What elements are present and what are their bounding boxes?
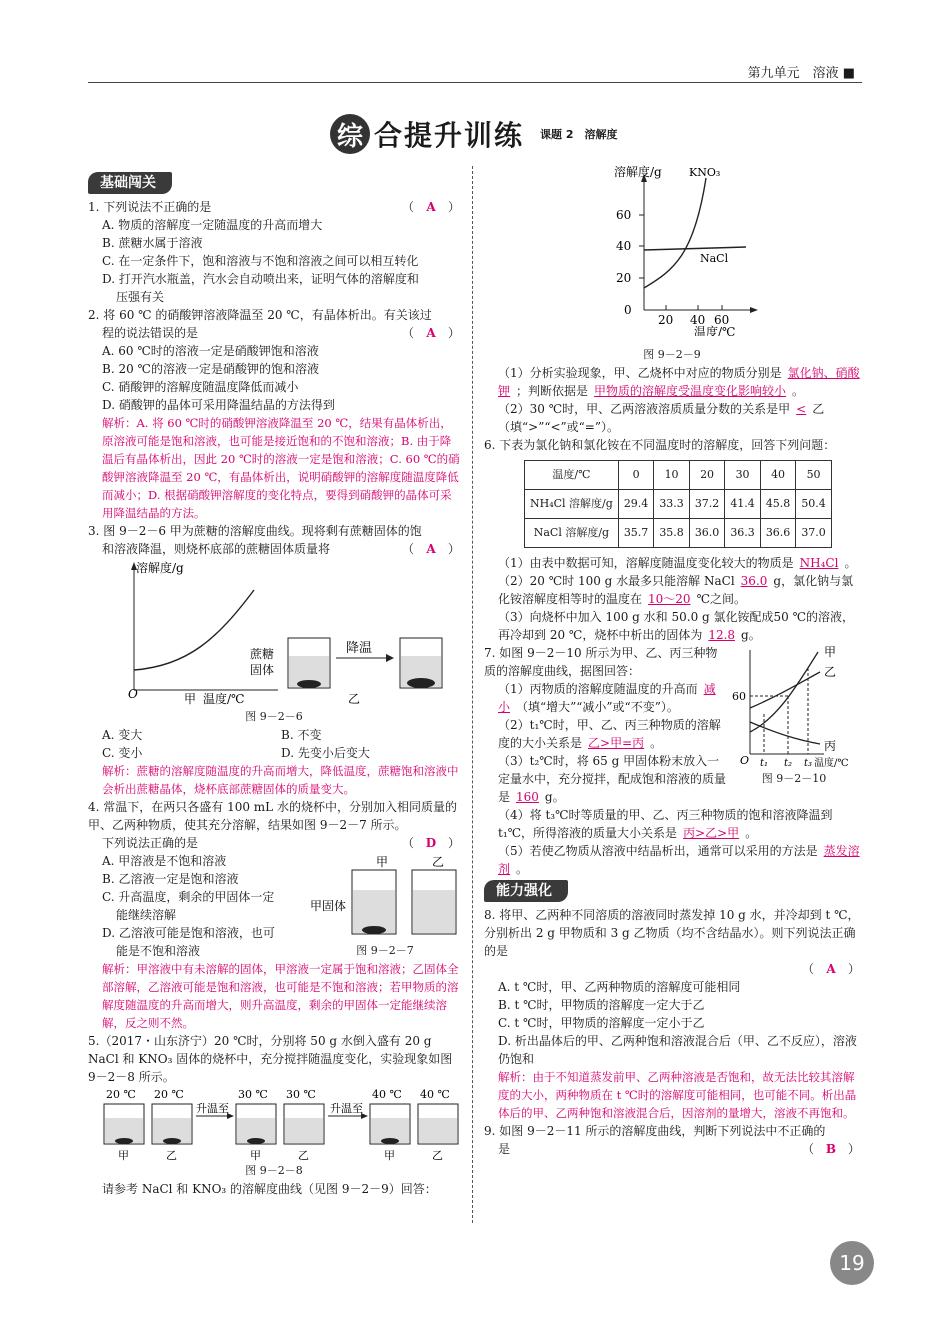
q1-option-d-cont: 压强有关 bbox=[116, 290, 165, 304]
svg-text:60: 60 bbox=[616, 208, 632, 222]
svg-text:温度/℃: 温度/℃ bbox=[814, 758, 849, 769]
q1-option-d: D. 打开汽水瓶盖，汽水会自动喷出来，证明气体的溶解度和 bbox=[102, 272, 419, 286]
fig926-ylabel: 溶解度/g bbox=[136, 561, 184, 575]
q1-option-c: C. 在一定条件下，饱和溶液与不饱和溶液之间可以相互转化 bbox=[102, 254, 419, 268]
q3-option-c: C. 变小 bbox=[102, 746, 143, 760]
fig926-right-label: 乙 bbox=[348, 692, 361, 706]
q5-fill-2: 甲物质的溶解度受温度变化影响较小 bbox=[594, 384, 787, 398]
svg-text:丙: 丙 bbox=[824, 739, 837, 753]
q4-answer: （ D ） bbox=[401, 836, 460, 850]
svg-text:升温至: 升温至 bbox=[330, 1102, 363, 1115]
q4-option-c-cont: 能继续溶解 bbox=[116, 908, 177, 922]
section-title bbox=[330, 112, 618, 156]
fig926-origin: O bbox=[128, 687, 138, 701]
fig927-b: 乙 bbox=[432, 855, 445, 869]
jia-solid bbox=[362, 926, 386, 934]
question-3 bbox=[88, 522, 460, 798]
svg-text:60: 60 bbox=[714, 313, 730, 327]
svg-text:甲: 甲 bbox=[384, 1149, 395, 1162]
q3-option-b: B. 不变 bbox=[281, 728, 322, 742]
question-8 bbox=[484, 906, 860, 1122]
q2-answer: （ A ） bbox=[401, 326, 460, 340]
fig926-left-label: 甲 bbox=[184, 692, 197, 706]
q8-option-a: A. t ℃时，甲、乙两种物质的溶解度可能相同 bbox=[498, 980, 741, 994]
question-6: 6. 下表为氯化钠和氯化铵在不同温度时的溶解度，回答下列问题： 温度/℃ 0 10 20 30 40 50 NH₄Cl 溶解度/g 29.4 33.3 37.2 41.4 45.8 50.4 NaCl 溶解度/g 35.7 35.8 36.0 36.3 36.6 37.0 （1）由表中数据可知，溶解度随温度变化较大的物质是 NH₄Cl 。 （2）20 ℃时 100 g 水最多只能溶解 NaCl 36.0 g，氯化钠与氯化铵溶解度相等时的温度在 10～20 ℃之间。 （3）向烧杯中加入 100 g 水和 50.0 g 氯化铵配成50 ℃的溶液，再冷却到 20 ℃，烧杯中析出的固体为 12.8 g。 bbox=[484, 436, 860, 644]
title-main: 合提升训练 bbox=[374, 119, 525, 152]
q8-stem: 8. 将甲、乙两种不同溶质的溶液同时蒸发掉 10 g 水，并冷却到 t ℃，分别析出 2 g 甲物质和 3 g 乙物质（均不含结晶水）。则下列说法正确的是 bbox=[484, 908, 860, 958]
svg-text:40 ℃: 40 ℃ bbox=[372, 1088, 402, 1101]
fig928-caption: 图 9－2－8 bbox=[245, 1164, 303, 1177]
q4-option-c: C. 升高温度，剩余的甲固体一定 bbox=[102, 890, 275, 904]
sugar-solid-b bbox=[407, 678, 435, 688]
q2-option-a: A. 60 ℃时的溶液一定是硝酸钾饱和溶液 bbox=[102, 344, 319, 358]
fig9210-caption: 图 9－2－10 bbox=[761, 772, 827, 785]
svg-text:乙: 乙 bbox=[298, 1149, 309, 1162]
q3-stem: 3. 图 9－2－6 甲为蔗糖的溶解度曲线。现将剩有蔗糖固体的饱 bbox=[88, 524, 422, 538]
section-tag-ability: 能力强化 bbox=[484, 880, 568, 902]
unit-header: 第九单元 溶液 ■ bbox=[747, 66, 855, 81]
fig929-kno3-label: KNO₃ bbox=[689, 166, 721, 179]
q8-option-d: D. 析出晶体后的甲、乙两种饱和溶液混合后（甲、乙不反应），溶液仍饱和 bbox=[498, 1034, 857, 1066]
svg-text:60: 60 bbox=[732, 690, 746, 703]
svg-text:乙: 乙 bbox=[824, 665, 837, 679]
svg-text:升温至: 升温至 bbox=[196, 1102, 229, 1115]
svg-text:甲: 甲 bbox=[824, 645, 837, 659]
figure-9-2-9 bbox=[484, 160, 860, 336]
fig926-caption: 图 9－2－6 bbox=[245, 710, 303, 723]
q4-option-d-cont: 能是不饱和溶液 bbox=[116, 944, 201, 958]
svg-text:30 ℃: 30 ℃ bbox=[238, 1088, 268, 1101]
q2-explanation: 解析：A. 将 60 ℃时的硝酸钾溶液降温至 20 ℃，结果有晶体析出，原溶液可能是饱和溶液，也可能是接近饱和的不饱和溶液；B. 由于降温后有晶体析出，因此 20 ℃时的溶液一定是饱和溶液；C. 60 ℃的硝酸钾溶液降温至 20 ℃，有晶体析出，说明硝酸钾的溶解度随温度降低而减小；D. 根据硝酸钾溶解度的变化特点，要得到硝酸钾的晶体可采用降温结晶的方法。 bbox=[102, 416, 460, 520]
q3-option-d: D. 先变小后变大 bbox=[281, 746, 370, 760]
fig927-solid: 甲固体 bbox=[310, 899, 347, 913]
kno3-curve bbox=[644, 178, 706, 288]
q1-option-a: A. 物质的溶解度一定随温度的升高而增大 bbox=[102, 218, 323, 232]
svg-text:40 ℃: 40 ℃ bbox=[420, 1088, 450, 1101]
svg-text:0: 0 bbox=[624, 303, 632, 317]
svg-text:甲: 甲 bbox=[250, 1149, 261, 1162]
title-sub: 课题 2 溶解度 bbox=[540, 128, 618, 141]
figure-9-2-8 bbox=[88, 1086, 460, 1148]
fig929-ylabel: 溶解度/g bbox=[614, 165, 662, 179]
q4-option-b: B. 乙溶液一定是饱和溶液 bbox=[102, 872, 239, 886]
sugar-solid-a bbox=[297, 680, 321, 688]
svg-text:t₁: t₁ bbox=[760, 758, 769, 769]
solubility-table: 温度/℃ 0 10 20 30 40 50 NH₄Cl 溶解度/g 29.4 33.3 37.2 41.4 45.8 50.4 NaCl 溶解度/g 35.7 35.8 36.0 36.3 36.6 37.0 bbox=[524, 460, 832, 548]
title-badge: 综 bbox=[330, 114, 370, 154]
right-column: 溶解度/g KNO₃ NaCl 60 40 20 0 20 40 60 温度/℃ 图 9－2－9 （1）分析实验现象，甲、乙烧杯中对应的物质分别是 氯化钠、硝酸钾 ；判断依据是 甲物质的溶解度受温度变化影响较小 。 （2）30 ℃时，甲、乙两溶液溶质质量分数的关系是甲 < 乙（填“>”“<”或“=”）。 6. 下表为氯化钠和氯化铵在不同温度时的溶解度，回答下列问题： 温度/℃ 0 10 20 30 40 50 NH₄Cl 溶解度/g 29.4 33.3 37.2 41.4 45.8 50.4 NaCl 溶解度/g 35.7 35.8 36.0 36.3 36.6 37.0 （1）由表中数据可知，溶解度随温度变化较大的物质是 NH₄Cl 。 （2）20 ℃时 100 g 水最多只能溶解 NaCl 36.0 g，氯化钠与氯化铵溶解度相等时的温度在 10～20 ℃之间。 （3）向烧杯中加入 100 g 水和 50.0 g 氯化铵配成50 ℃的溶液，再冷却到 20 ℃，烧杯中析出的固体为 12.8 g。 7. 如图 9－2－10 所示为甲、乙、丙三种物质的溶解度曲线，据图回答： （1）丙物质的溶解度随温度的升高而 减小 （填“增大”“减小”或“不变”）。 （2）t₁℃时，甲、乙、丙三种物质的溶解度的大小关系是 乙>甲=丙 。 （3）t₂℃时，将 65 g 甲固体粉末放入一定量水中，充分搅拌，配成饱和溶液的质量是 160 g。 甲 乙 丙 60 O t₁ t₂ t₃ 温度/℃ 图 9－2－10 （4）将 t₃℃时等质量的甲、乙、丙三种物质的饱和溶液降温到 t₁℃，所得溶液的质量大小关系是 丙>乙>甲 。 （5）若使乙物质从溶液中结晶析出，通常可以采用的方法是 蒸发溶剂 。 能力强化 8. 将甲、乙两种不同溶质的溶液同时蒸发掉 10 g 水，并冷却到 t ℃，分别析出 2 g 甲物质和 3 g 乙物质（均不含结晶水）。则下列说法正确的是 （ A ） A. t ℃时，甲、乙两种物质的溶解度可能相同 B. t ℃时，甲物质的溶解度一定大于乙 C. t ℃时，甲物质的溶解度一定小于乙 D. 析出晶体后的甲、乙两种饱和溶液混合后（甲、乙不反应），溶液仍饱和 解析：由于不知道蒸发前甲、乙两种溶液是否饱和，故无法比较其溶解度的大小，两种物质在 t ℃时的溶解度可能相同，也可能不同。析出晶体后的甲、乙两种饱和溶液混合后，因溶剂的量增大，溶液不再饱和。 9. 如图 9－2－11 所示的溶解度曲线，判断下列说法中不正确的 是 （ B ） bbox=[484, 160, 860, 1158]
fig926-arrow-label: 降温 bbox=[346, 641, 373, 656]
fig928-beaker-labels bbox=[88, 1148, 460, 1162]
q2-option-c: C. 硝酸钾的溶解度随温度降低而减小 bbox=[102, 380, 299, 394]
fig929-nacl-label: NaCl bbox=[700, 252, 729, 265]
question-2 bbox=[88, 306, 460, 522]
q3-stem-cont: 和溶液降温，则烧杯底部的蔗糖固体质量将 bbox=[102, 542, 331, 556]
q2-option-b: B. 20 ℃的溶液一定是硝酸钾的饱和溶液 bbox=[102, 362, 319, 376]
page-number: 19 bbox=[830, 1241, 874, 1285]
q2-option-d: D. 硝酸钾的晶体可采用降温结晶的方法得到 bbox=[102, 398, 335, 412]
svg-text:40: 40 bbox=[690, 313, 706, 327]
svg-text:O: O bbox=[740, 754, 750, 767]
q3-explanation: 解析：蔗糖的溶解度随温度的升高而增大，降低温度，蔗糖饱和溶液中会析出蔗糖晶体，烧杯底部蔗糖固体的质量变大。 bbox=[102, 764, 459, 796]
q1-stem: 1. 下列说法不正确的是 bbox=[88, 200, 212, 214]
q8-answer: （ A ） bbox=[801, 962, 860, 976]
fig929-xlabel: 温度/℃ bbox=[694, 325, 736, 336]
question-1 bbox=[88, 198, 460, 306]
question-4 bbox=[88, 798, 460, 1032]
question-5 bbox=[88, 1032, 460, 1198]
fig927-caption: 图 9－2－7 bbox=[356, 944, 414, 957]
fig926-solid-label2: 固体 bbox=[250, 663, 275, 677]
q5-tail: 请参考 NaCl 和 KNO₃ 的溶解度曲线（见图 9－2－9）回答： bbox=[102, 1182, 437, 1196]
q9-stem: 9. 如图 9－2－11 所示的溶解度曲线，判断下列说法中不正确的 bbox=[484, 1124, 826, 1138]
svg-text:甲: 甲 bbox=[118, 1149, 129, 1162]
figure-9-2-7 bbox=[310, 852, 460, 942]
fig927-a: 甲 bbox=[376, 855, 389, 869]
svg-text:20: 20 bbox=[616, 271, 632, 285]
svg-text:t₃: t₃ bbox=[804, 758, 813, 769]
q8-option-c: C. t ℃时，甲物质的溶解度一定小于乙 bbox=[498, 1016, 705, 1030]
figure-9-2-6 bbox=[88, 558, 460, 708]
q5-fill-1: 氯化钠、硝酸钾 bbox=[498, 366, 860, 398]
svg-text:乙: 乙 bbox=[432, 1149, 443, 1162]
svg-text:乙: 乙 bbox=[166, 1149, 177, 1162]
q4-option-a: A. 甲溶液是不饱和溶液 bbox=[102, 854, 227, 868]
svg-text:20: 20 bbox=[658, 313, 674, 327]
fig929-caption: 图 9－2－9 bbox=[643, 348, 701, 361]
q7-stem: 7. 如图 9－2－10 所示为甲、乙、丙三种物质的溶解度曲线，据图回答： bbox=[484, 646, 718, 678]
q8-explanation: 解析：由于不知道蒸发前甲、乙两种溶液是否饱和，故无法比较其溶解度的大小，两种物质在 t ℃时的溶解度可能相同，也可能不同。析出晶体后的甲、乙两种饱和溶液混合后，因溶剂的量增大，溶液不再饱和。 bbox=[498, 1070, 857, 1120]
q4-option-d: D. 乙溶液可能是饱和溶液，也可 bbox=[102, 926, 275, 940]
section-tag-basic: 基础闯关 bbox=[88, 172, 172, 194]
q4-stem: 4. 常温下，在两只各盛有 100 mL 水的烧杯中，分别加入相同质量的甲、乙两种物质，使其充分溶解，结果如图 9－2－7 所示。 bbox=[88, 800, 457, 832]
nacl-curve bbox=[644, 247, 746, 250]
q2-stem: 2. 将 60 ℃ 的硝酸钾溶液降温至 20 ℃，有晶体析出。有关该过 bbox=[88, 308, 432, 322]
q5-sub: （1）分析实验现象，甲、乙烧杯中对应的物质分别是 氯化钠、硝酸钾 ；判断依据是 甲物质的溶解度受温度变化影响较小 。 （2）30 ℃时，甲、乙两溶液溶质质量分数的关系是甲 < 乙（填“>”“<”或“=”）。 bbox=[498, 366, 860, 434]
q2-stem-cont: 程的说法错误的是 bbox=[102, 326, 199, 340]
q8-option-b: B. t ℃时，甲物质的溶解度一定大于乙 bbox=[498, 998, 705, 1012]
q3-answer: （ A ） bbox=[401, 542, 460, 556]
svg-text:t₂: t₂ bbox=[784, 758, 793, 769]
q5-stem: 5.（2017・山东济宁）20 ℃时，分别将 50 g 水倒入盛有 20 g NaCl 和 KNO₃ 固体的烧杯中，充分搅拌随温度变化，实验现象如图 9－2－8 所示。 bbox=[88, 1034, 453, 1084]
fig926-xlabel: 温度/℃ bbox=[203, 692, 245, 706]
q4-explanation: 解析：甲溶液中有未溶解的固体，甲溶液一定属于饱和溶液；乙固体全部溶解，乙溶液可能是饱和溶液，也可能是不饱和溶液；若甲物质的溶解度随温度的升高而增大，则升高温度，剩余的甲固体一定能继续溶解，反之则不然。 bbox=[102, 962, 459, 1030]
svg-text:20 ℃: 20 ℃ bbox=[106, 1088, 136, 1101]
q1-answer: （ A ） bbox=[401, 200, 460, 214]
q9-answer: （ B ） bbox=[801, 1142, 860, 1156]
q4-stem-cont: 下列说法正确的是 bbox=[102, 836, 199, 850]
svg-text:30 ℃: 30 ℃ bbox=[286, 1088, 316, 1101]
left-column bbox=[88, 170, 460, 1198]
header-rule bbox=[88, 82, 862, 83]
fig926-solid-label: 蔗糖 bbox=[250, 647, 275, 661]
figure-9-2-10 bbox=[728, 644, 860, 770]
question-9: 9. 如图 9－2－11 所示的溶解度曲线，判断下列说法中不正确的 是 （ B ） bbox=[484, 1124, 860, 1156]
q6-stem: 6. 下表为氯化钠和氯化铵在不同温度时的溶解度，回答下列问题： bbox=[484, 438, 836, 452]
q5-fill-3: < bbox=[796, 402, 807, 416]
svg-text:40: 40 bbox=[616, 239, 632, 253]
question-7: 7. 如图 9－2－10 所示为甲、乙、丙三种物质的溶解度曲线，据图回答： （1）丙物质的溶解度随温度的升高而 减小 （填“增大”“减小”或“不变”）。 （2）t₁℃时，甲、乙、丙三种物质的溶解度的大小关系是 乙>甲=丙 。 （3）t₂℃时，将 65 g 甲固体粉末放入一定量水中，充分搅拌，配成饱和溶液的质量是 160 g。 甲 乙 丙 60 O t₁ t₂ t₃ 温度/℃ 图 9－2－10 bbox=[484, 644, 860, 806]
q1-option-b: B. 蔗糖水属于溶液 bbox=[102, 236, 203, 250]
svg-text:20 ℃: 20 ℃ bbox=[154, 1088, 184, 1101]
column-divider bbox=[472, 166, 473, 1223]
q3-option-a: A. 变大 bbox=[102, 728, 143, 742]
